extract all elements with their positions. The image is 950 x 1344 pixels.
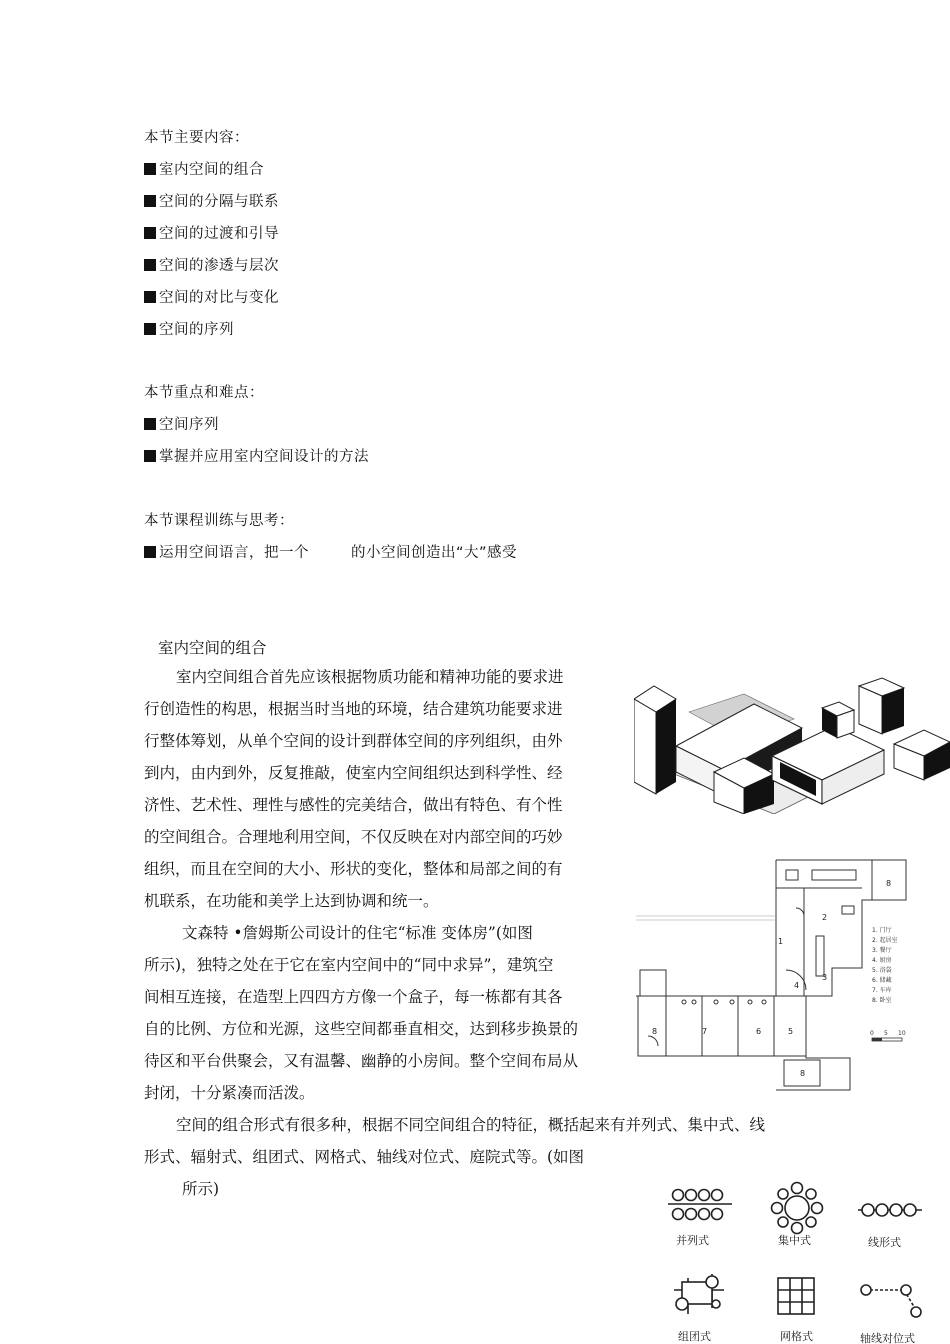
room-number: 6 [756,1027,762,1036]
legend-item: 4. 厨房 [872,957,892,964]
room-number: 5 [788,1027,794,1036]
bullet-square-icon [144,450,156,462]
main-content-item: 空间的分隔与联系 [144,190,279,211]
legend-item: 3. 餐厅 [872,947,892,954]
legend-item: 5. 浴袋 [872,967,892,974]
bullet-square-icon [144,546,156,558]
bullet-square-icon [144,323,156,335]
parallel-diagram [668,1190,732,1220]
key-point-item: 空间序列 [144,413,219,434]
main-content-item: 空间的对比与变化 [144,286,279,307]
legend-item: 8. 卧室 [872,997,892,1004]
room-number: 4 [794,981,800,990]
linear-diagram [858,1204,922,1216]
svg-text:0: 0 [870,1030,874,1037]
bullet-square-icon [144,163,156,175]
main-content-item: 空间的渗透与层次 [144,254,279,275]
paragraph-1: 室内空间组合首先应该根据物质功能和精神功能的要求进 行创造性的构思，根据当时当地的环境，结合建筑功能要求进 行整体筹划，从单个空间的设计到群体空间的序列组织，由外 到内，由内到外，反复推敲，使室内空间组织达到科学性、经 济性、艺术性、理性与感性的完美结合，做出有特色、有个性 的空间组合。合理地利用空间，不仅反映在对内部空间的巧妙 组织，而且在空间的大小、形状的变化，整体和局部之间的有 机联系，在功能和美学上达到协调和统一。 [144,668,564,910]
diagram-label: 组团式 [678,1330,711,1343]
bullet-square-icon [144,291,156,303]
floor-plan-figure [636,858,908,1092]
spatial-organization-diagrams [660,1178,930,1344]
room-number: 8 [652,1027,658,1036]
room-number: 7 [702,1027,708,1036]
bullet-square-icon [144,227,156,239]
grid-diagram [778,1278,814,1314]
bullet-square-icon [144,418,156,430]
diagram-label: 网格式 [780,1330,813,1343]
main-content-heading: 本节主要内容： [144,130,249,146]
axonometric-house-figure [634,664,950,814]
room-number: 8 [886,879,892,888]
section-title: 室内空间的组合 [158,639,267,657]
room-number: 3 [822,973,828,982]
legend-item: 7. 车库 [872,987,892,994]
room-number: 8 [800,1069,806,1078]
axial-diagram [861,1285,921,1317]
legend-item: 6. 储藏 [872,977,892,984]
cluster-diagram [674,1274,724,1314]
diagram-label: 并列式 [676,1234,709,1247]
svg-text:10: 10 [898,1030,906,1037]
centralized-diagram [772,1183,823,1234]
room-number: 1 [778,937,784,946]
main-content-item: 空间的序列 [144,318,234,339]
key-points-heading: 本节重点和难点： [144,385,264,401]
svg-text:5: 5 [884,1030,888,1037]
legend-item: 1. 门厅 [872,927,892,934]
diagram-label: 线形式 [868,1236,901,1249]
paragraph-2: 文森特 •詹姆斯公司设计的住宅“标准 变体房”(如图 所示)，独特之处在于它在室内空间中的“同中求异”，建筑空 间相互连接，在造型上四四方方像一个盒子，每一栋都有其各 自的比例、方位和光源，这些空间都垂直相交，达到移步换景的 待区和平台供聚会，又有温馨、幽静的小房间。整个空间布局从 封闭，十分紧凑而活泼。 [144,924,579,1102]
diagram-label: 轴线对位式 [860,1332,915,1344]
main-content-item: 空间的过渡和引导 [144,222,279,243]
training-item: 运用空间语言，把一个 的小空间创造出“大”感受 [144,541,517,562]
legend-item: 2. 起居室 [872,937,898,944]
bullet-square-icon [144,259,156,271]
paragraph-3: 空间的组合形式有很多种，根据不同空间组合的特征，概括起来有并列式、集中式、线 形式、辐射式、组团式、网格式、轴线对位式、庭院式等。(如图 所示) [144,1116,766,1198]
key-point-item: 掌握并应用室内空间设计的方法 [144,445,369,466]
training-heading: 本节课程训练与思考： [144,513,294,529]
diagram-label: 集中式 [778,1234,811,1247]
main-content-item: 室内空间的组合 [144,158,264,179]
room-number: 2 [822,913,828,922]
bullet-square-icon [144,195,156,207]
